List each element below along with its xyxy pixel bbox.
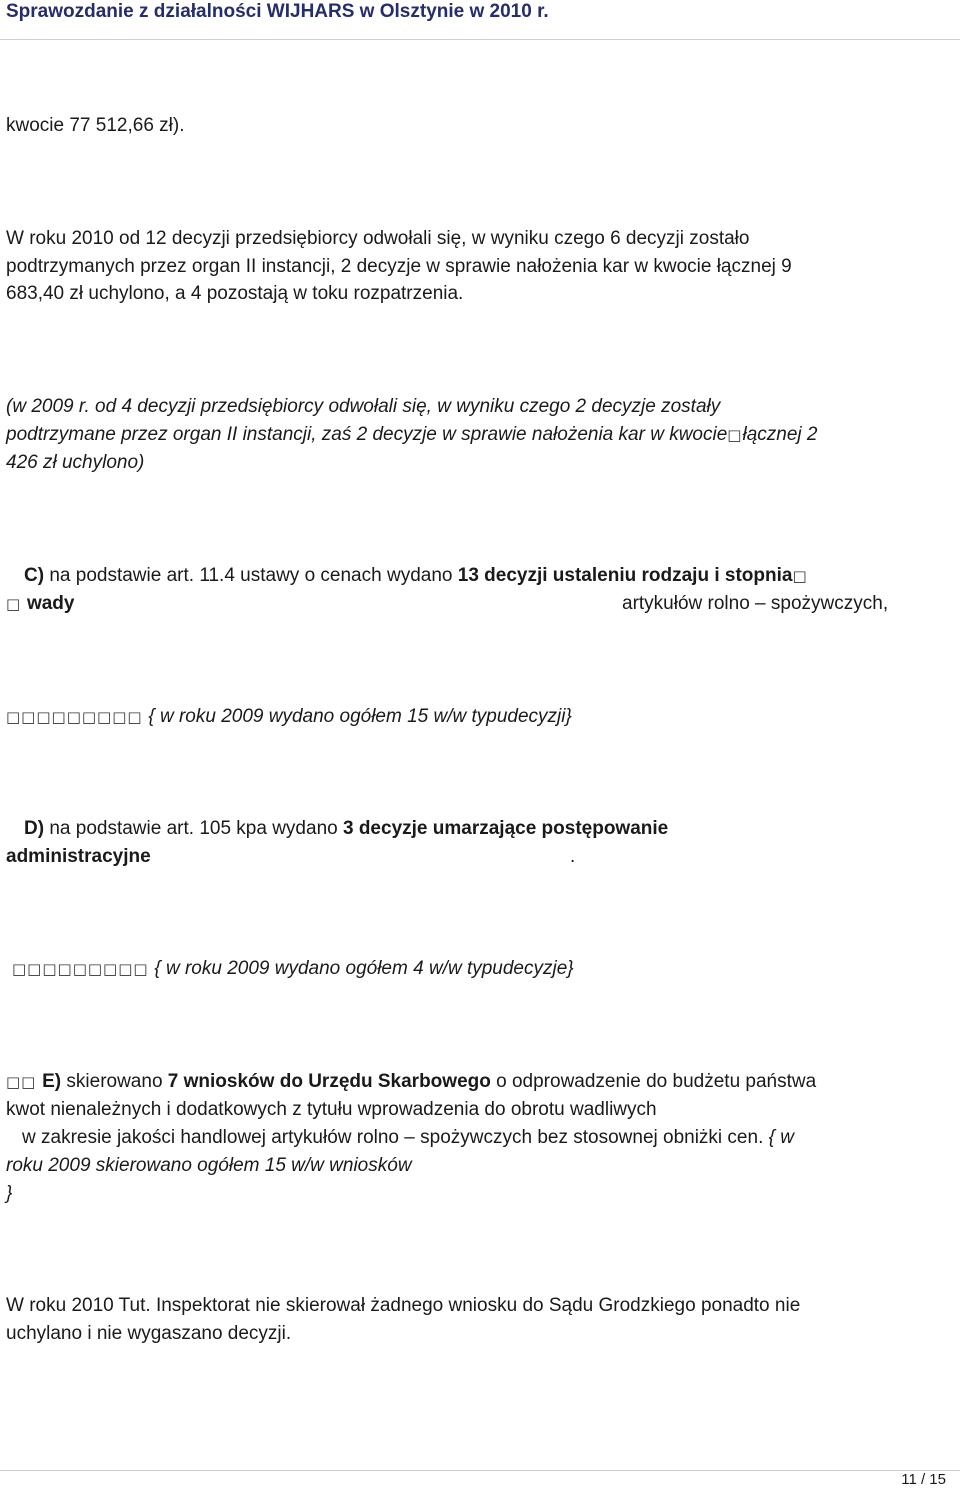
paragraph-2010-line-1: W roku 2010 od 12 decyzji przedsiębiorcy odwołali się, w wyniku czego 6 decyzji zostało [6, 228, 750, 249]
section-d-bold: 3 decyzje umarzające postępowanie [342, 818, 669, 839]
paragraph-2010-line-2: podtrzymanych przez organ II instancji, 2 decyzje w sprawie nałożenia kar w kwocie łącznej 9 [6, 256, 792, 277]
section-c-label: C) [24, 565, 45, 586]
section-c-line-2-right: artykułów rolno – spożywczych, [622, 593, 889, 614]
missing-glyph-icon: □ [727, 426, 743, 444]
section-e-line-3-note: { w [768, 1127, 794, 1148]
section-e-line-5: } [6, 1183, 13, 1204]
paragraph-2010-line-3: 683,40 zł uchylono, a 4 pozostają w toku rozpatrzenia. [6, 283, 464, 304]
missing-glyph-icon: □□□□□□□□□ [12, 960, 155, 978]
section-e-line-3 [22, 1124, 794, 1152]
section-c-line-1 [24, 562, 808, 591]
section-d-note-text: { w roku 2009 wydano ogółem 4 w/w typudecyzje} [154, 958, 574, 979]
missing-glyph-icon: □□ [6, 1073, 43, 1091]
section-c-note-text: { w roku 2009 wydano ogółem 15 w/w typudecyzji} [148, 706, 572, 727]
section-d-line-2-end: . [570, 846, 576, 867]
section-e-line-4: roku 2009 skierowano ogółem 15 w/w wniosków [6, 1155, 412, 1176]
footer-divider [0, 1470, 960, 1471]
section-d-line-2: administracyjne [6, 846, 151, 867]
document-title: Sprawozdanie z działalności WIJHARS w Olsztynie w 2010 r. [6, 1, 549, 22]
paragraph-2009-line-2-end: łącznej 2 [742, 424, 818, 445]
final-paragraph-line-1: W roku 2010 Tut. Inspektorat nie skierował żadnego wniosku do Sądu Grodzkiego ponadto nie [6, 1295, 801, 1316]
section-c-note [6, 703, 572, 732]
paragraph-continuation: kwocie 77 512,66 zł). [6, 115, 185, 136]
section-e-label: E) [42, 1071, 62, 1092]
section-e-text: skierowano [61, 1071, 168, 1092]
section-d-line-1 [24, 815, 668, 843]
missing-glyph-icon: □ [792, 567, 808, 585]
paragraph-2009-line-2-text: podtrzymane przez organ II instancji, zaś 2 decyzje w sprawie nałożenia kar w kwocie [6, 424, 728, 445]
section-e-line-2: kwot nienależnych i dodatkowych z tytułu wprowadzenia do obrotu wadliwych [6, 1099, 657, 1120]
section-d-text: na podstawie art. 105 kpa wydano [44, 818, 343, 839]
section-c-text: na podstawie art. 11.4 ustawy o cenach wydano [44, 565, 458, 586]
section-e-line-1 [6, 1068, 816, 1097]
missing-glyph-icon: □□□□□□□□□ [6, 708, 149, 726]
section-d-label: D) [24, 818, 45, 839]
paragraph-2009-line-2 [6, 421, 817, 450]
section-e-text-2: o odprowadzenie do budżetu państwa [490, 1071, 817, 1092]
missing-glyph-icon: □ [6, 595, 27, 613]
section-e-line-3-text: w zakresie jakości handlowej artykułów rolno – spożywczych bez stosownej obniżki cen. [22, 1127, 769, 1148]
section-c-line-2 [6, 590, 74, 619]
paragraph-2009-line-3: 426 zł uchylono) [6, 452, 145, 473]
page-header [0, 0, 960, 40]
section-c-bold-2: wady [26, 593, 75, 614]
section-e-bold: 7 wniosków do Urzędu Skarbowego [167, 1071, 491, 1092]
page-number: 11 / 15 [901, 1471, 946, 1488]
section-d-note [12, 955, 574, 984]
final-paragraph-line-2: uchylano i nie wygaszano decyzji. [6, 1323, 292, 1344]
paragraph-2009-line-1: (w 2009 r. od 4 decyzji przedsiębiorcy odwołali się, w wyniku czego 2 decyzje zostały [6, 396, 721, 417]
section-c-bold: 13 decyzji ustaleniu rodzaju i stopnia [457, 565, 793, 586]
